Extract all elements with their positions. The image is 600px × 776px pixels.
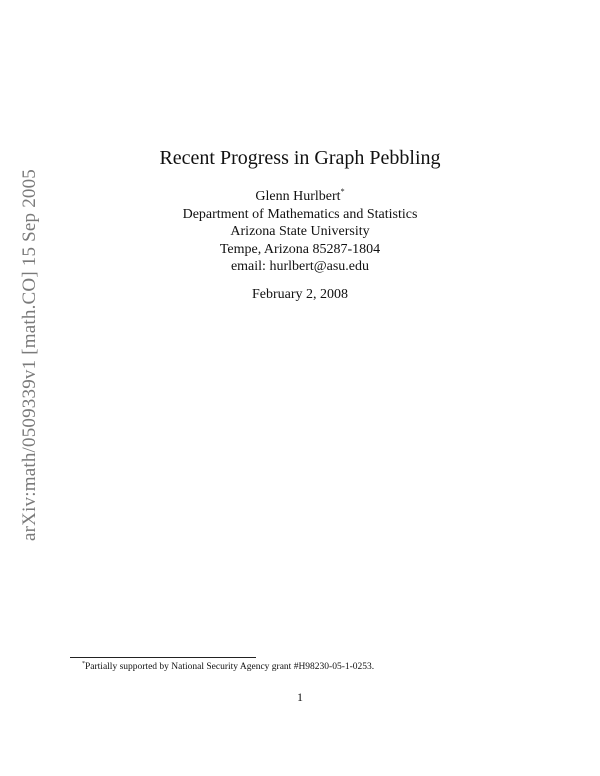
author-line (0, 188, 600, 206)
affiliation-address: Tempe, Arizona 85287-1804 (219, 241, 381, 257)
paper-date: February 2, 2008 (251, 287, 349, 302)
author-name: Glenn Hurlbert (255, 189, 341, 204)
paper-title: Recent Progress in Graph Pebbling (159, 147, 441, 169)
affiliation-university: Arizona State University (230, 224, 370, 239)
author-footnote-mark: * (340, 187, 345, 196)
footnote (82, 662, 374, 672)
footnote-text: Partially supported by National Security Agency grant #H98230-05-1-0253. (85, 662, 375, 672)
affiliation-department: Department of Mathematics and Statistics (182, 206, 418, 222)
author-block (0, 188, 600, 276)
footnote-mark: * (82, 661, 85, 667)
page-number: 1 (297, 690, 303, 704)
arxiv-identifier: arXiv:math/0509339v1 [math.CO] 15 Sep 2005 (19, 169, 40, 541)
footnote-divider (70, 657, 256, 658)
author-email: email: hurlbert@asu.edu (230, 259, 370, 274)
